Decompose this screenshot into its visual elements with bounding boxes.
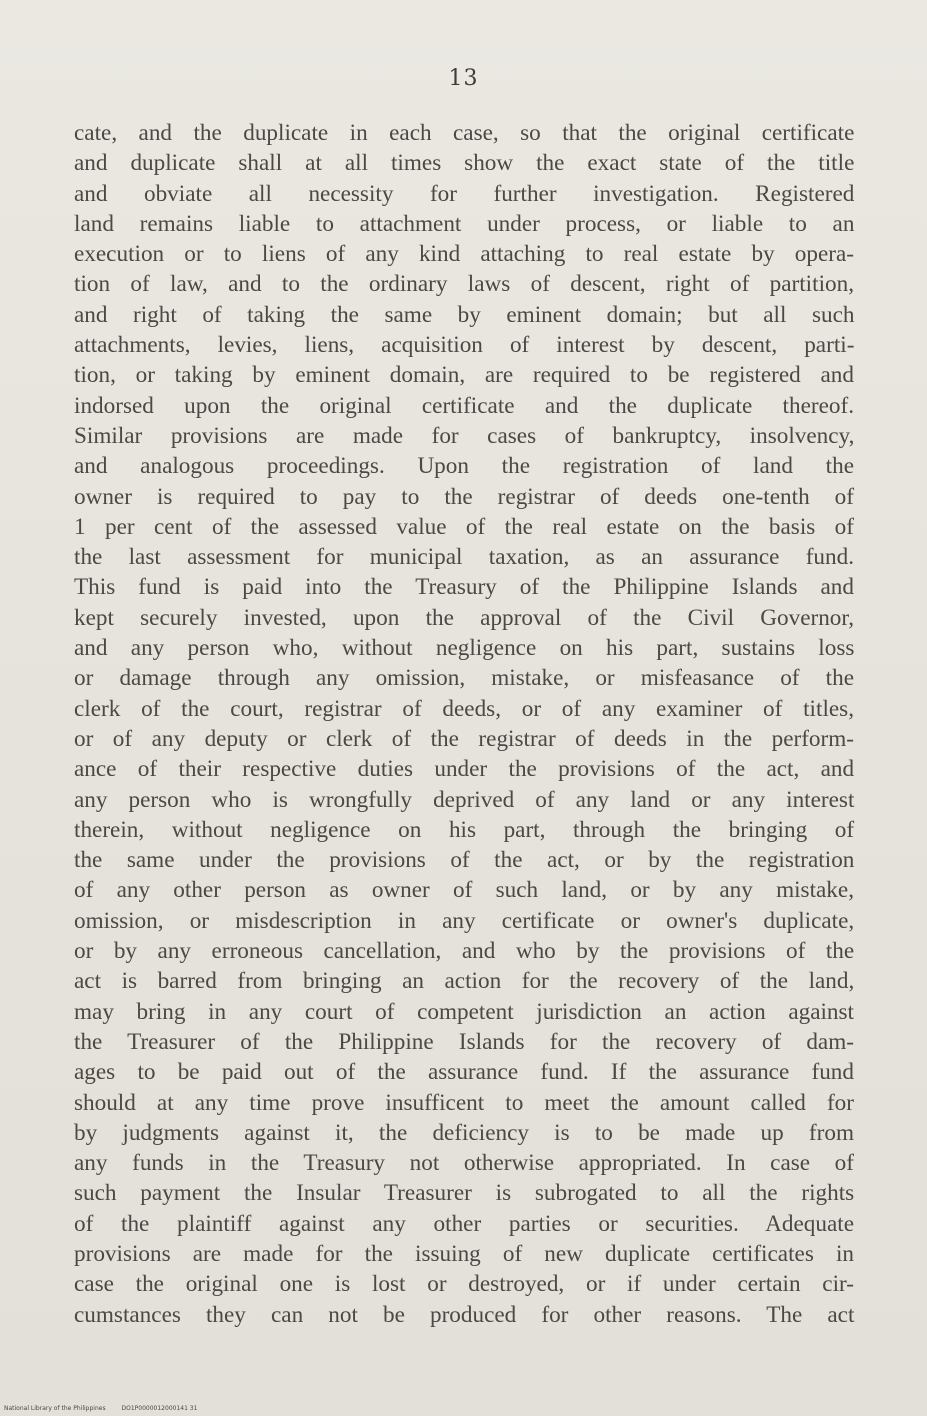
text-line: of the plaintiff against any other parties or securities. Adequate bbox=[74, 1210, 854, 1237]
page-number: 13 bbox=[448, 66, 479, 91]
text-line: tion of law, and to the ordinary laws of descent, right of partition, bbox=[74, 271, 854, 298]
scan-footer bbox=[4, 1405, 211, 1412]
text-line: act is barred from bringing an action for the recovery of the land, bbox=[74, 968, 855, 995]
text-line: the same under the provisions of the act, or by the registration bbox=[74, 847, 855, 874]
text-line: any person who is wrongfully deprived of any land or any interest bbox=[74, 786, 855, 813]
text-line: therein, without negligence on his part, through the bringing of bbox=[74, 816, 855, 843]
text-line: may bring in any court of competent jurisdiction an action against bbox=[74, 998, 854, 1025]
text-line: kept securely invested, upon the approval of the Civil Governor, bbox=[74, 604, 854, 631]
text-line: ages to be paid out of the assurance fund. If the assurance fund bbox=[74, 1059, 854, 1086]
text-line: by judgments against it, the deficiency is to be made up from bbox=[74, 1119, 854, 1146]
text-line: and right of taking the same by eminent domain; but all such bbox=[74, 301, 855, 328]
text-line: or of any deputy or clerk of the registrar of deeds in the perform- bbox=[74, 725, 855, 752]
text-line: and duplicate shall at all times show the exact state of the title bbox=[74, 150, 855, 177]
text-line: and analogous proceedings. Upon the registration of land the bbox=[74, 453, 854, 480]
text-line: ance of their respective duties under the provisions of the act, and bbox=[74, 756, 855, 783]
text-line: or damage through any omission, mistake, or misfeasance of the bbox=[74, 665, 854, 692]
text-line: provisions are made for the issuing of new duplicate certificates in bbox=[74, 1240, 854, 1267]
text-line: and any person who, without negligence on his part, sustains loss bbox=[74, 635, 855, 662]
text-line: or by any erroneous cancellation, and who by the provisions of the bbox=[74, 938, 855, 965]
text-line: omission, or misdescription in any certificate or owner's duplicate, bbox=[74, 907, 855, 934]
text-line: 1 per cent of the assessed value of the real estate on the basis of bbox=[74, 513, 854, 540]
text-line: the last assessment for municipal taxation, as an assurance fund. bbox=[74, 544, 854, 571]
text-line: cate, and the duplicate in each case, so that the original certificate bbox=[74, 120, 855, 146]
text-line: This fund is paid into the Treasury of the Philippine Islands and bbox=[74, 574, 854, 601]
text-line: cumstances they can not be produced for other reasons. The act bbox=[74, 1301, 855, 1328]
body-text bbox=[74, 118, 854, 1330]
footer-code: DO1P0000012000141 31 bbox=[121, 1405, 198, 1412]
text-line: clerk of the court, registrar of deeds, or of any examiner of titles, bbox=[74, 695, 854, 722]
text-line: should at any time prove insufficent to meet the amount called for bbox=[74, 1089, 854, 1116]
text-line: such payment the Insular Treasurer is subrogated to all the rights bbox=[74, 1180, 855, 1207]
text-line: tion, or taking by eminent domain, are required to be registered and bbox=[74, 362, 854, 389]
text-line: execution or to liens of any kind attaching to real estate by opera- bbox=[74, 241, 854, 268]
text-line: land remains liable to attachment under process, or liable to an bbox=[74, 210, 855, 237]
text-line: Similar provisions are made for cases of bankruptcy, insolvency, bbox=[74, 422, 855, 449]
text-line: owner is required to pay to the registrar of deeds one-tenth of bbox=[74, 483, 854, 510]
text-line: indorsed upon the original certificate and the duplicate thereof. bbox=[74, 392, 854, 419]
text-line: any funds in the Treasury not otherwise appropriated. In case of bbox=[74, 1150, 854, 1177]
footer-library: National Library of the Philippines bbox=[4, 1405, 106, 1412]
text-line: the Treasurer of the Philippine Islands for the recovery of dam- bbox=[74, 1028, 854, 1055]
text-line: of any other person as owner of such land, or by any mistake, bbox=[74, 877, 854, 904]
text-line: attachments, levies, liens, acquisition of interest by descent, parti- bbox=[74, 332, 855, 359]
text-line: case the original one is lost or destroyed, or if under certain cir- bbox=[74, 1271, 854, 1298]
text-line: and obviate all necessity for further investigation. Registered bbox=[74, 180, 855, 207]
